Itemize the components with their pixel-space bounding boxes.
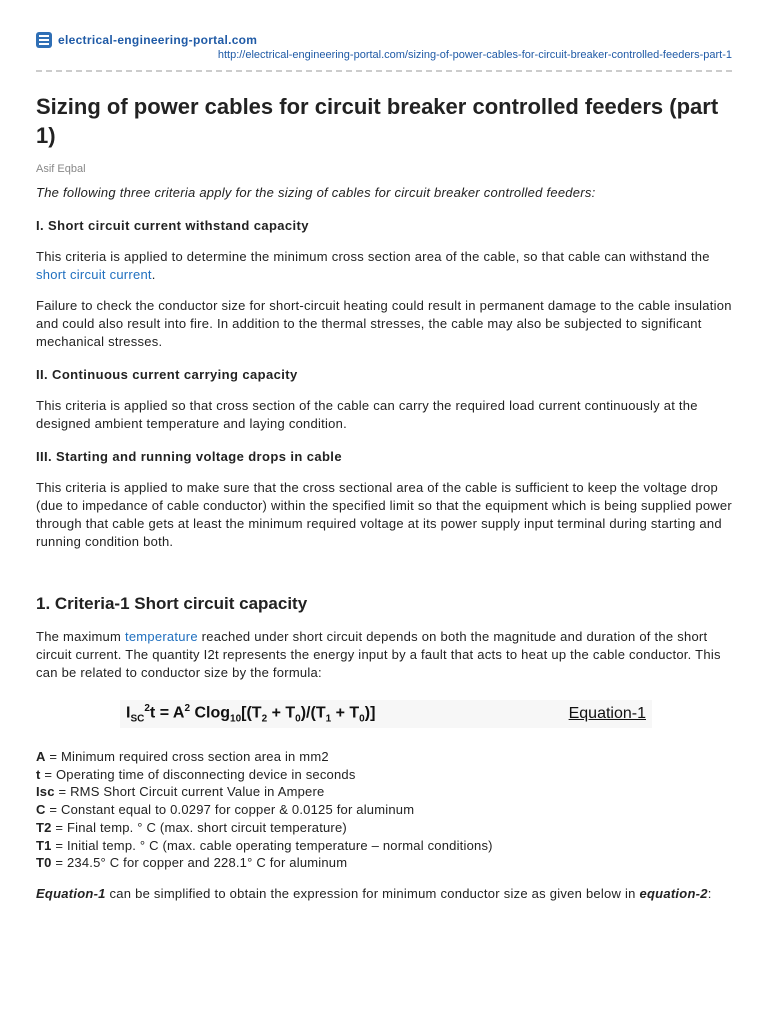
site-name-link[interactable]: electrical-engineering-portal.com xyxy=(58,33,258,47)
definition-t2: T2 = Final temp. ° C (max. short circuit temperature) xyxy=(36,819,347,835)
definitions-list xyxy=(36,748,732,872)
short-circuit-current-link[interactable]: short circuit current xyxy=(36,267,152,282)
definition-a: A = Minimum required cross section area in mm2 xyxy=(36,749,329,764)
article-body xyxy=(36,92,732,903)
author-name: Asif Eqbal xyxy=(36,163,86,175)
criteria-1-paragraph-2: Failure to check the conductor size for short-circuit heating could result in permanent damage to the cable insulation and could also result into fire. In addition to the thermal stresses, the cable may also be subjected to significant mechanical stresses. xyxy=(36,298,732,349)
criteria-2-title: II. Continuous current carrying capacity xyxy=(36,367,298,382)
definition-t: t = Operating time of disconnecting device in seconds xyxy=(36,766,356,782)
equation-1-label: Equation-1 xyxy=(568,705,646,722)
criteria-2-paragraph: This criteria is applied so that cross section of the cable can carry the required load current continuously at the designed ambient temperature and laying condition. xyxy=(36,398,698,431)
criteria-1-title: I. Short circuit current withstand capacity xyxy=(36,218,309,233)
definition-isc: Isc = RMS Short Circuit current Value in Ampere xyxy=(36,784,325,800)
definition-t1: T1 = Initial temp. ° C (max. cable operating temperature – normal conditions) xyxy=(36,837,493,853)
equation-1-image xyxy=(120,700,652,728)
article-title: Sizing of power cables for circuit breaker controlled feeders (part 1) xyxy=(36,94,719,148)
section-1-heading: 1. Criteria-1 Short circuit capacity xyxy=(36,594,308,613)
criteria-1-paragraph-1: This criteria is applied to determine the minimum cross section area of the cable, so that cable can withstand the short circuit current. xyxy=(36,249,710,282)
page-url-link[interactable]: http://electrical-engineering-portal.com/sizing-of-power-cables-for-circuit-breaker-controlled-feeders-part-1 xyxy=(217,49,732,61)
closing-paragraph: Equation-1 can be simplified to obtain the expression for minimum conductor size as given below in equation-2: xyxy=(36,885,712,901)
document-lines-icon[interactable] xyxy=(36,32,52,48)
criteria-3-paragraph: This criteria is applied to make sure that the cross sectional area of the cable is sufficient to keep the voltage drop (due to impedance of cable conductor) within the specified limit so that the equipment which is being supplied power through that cable gets at least the minimum required voltage at its power supply input terminal during starting and running condition both. xyxy=(36,480,732,549)
header-divider xyxy=(36,70,732,72)
equation-1-formula: $I_{SC}^2t = A^2$ $Clog_{10}[(T_2 + T_0)/(T_1 + T_0)]$ xyxy=(126,703,376,725)
criteria-3-title: III. Starting and running voltage drops in cable xyxy=(36,449,342,464)
section-1-paragraph: The maximum temperature reached under short circuit depends on both the magnitude and duration of the short circuit current. The quantity I2t represents the energy input by a fault that acts to heat up the cable conductor. This can be related to conductor size by the formula: xyxy=(36,629,721,680)
site-header xyxy=(36,32,732,61)
definition-c: C = Constant equal to 0.0297 for copper & 0.0125 for aluminum xyxy=(36,802,415,818)
temperature-link[interactable]: temperature xyxy=(124,629,198,644)
definition-t0: T0 = 234.5° C for copper and 228.1° C for aluminum xyxy=(36,855,348,871)
intro-paragraph: The following three criteria apply for the sizing of cables for circuit breaker controlled feeders: xyxy=(36,185,596,200)
